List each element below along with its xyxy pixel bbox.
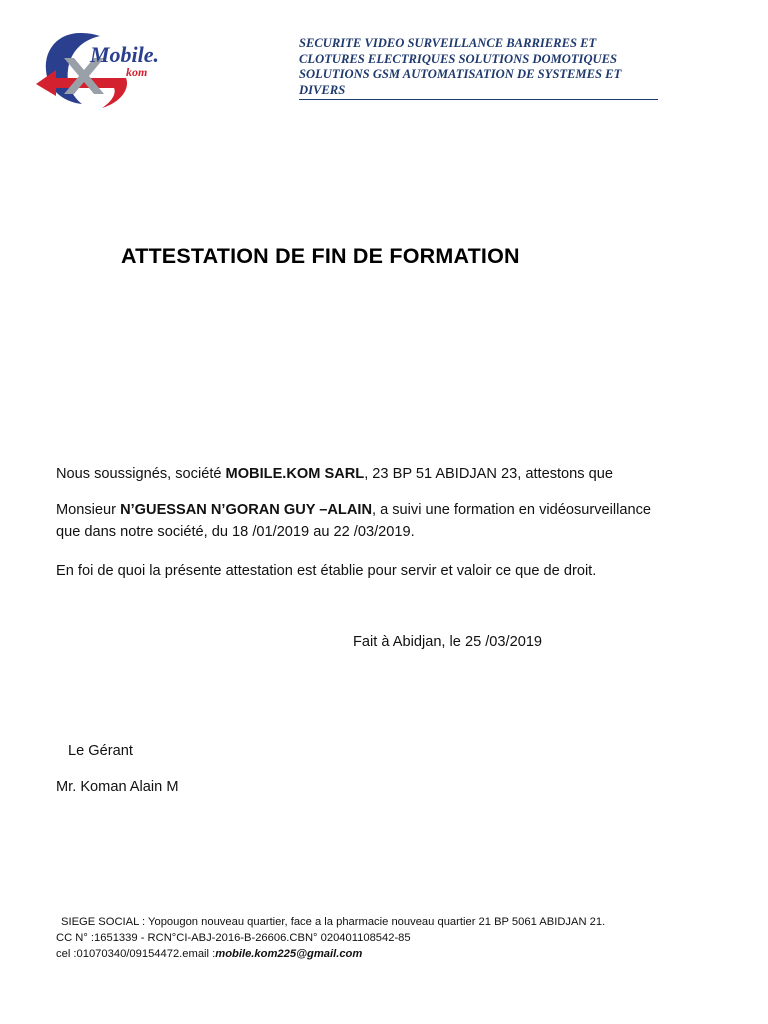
footer-head-office: SIEGE SOCIAL : Yopougon nouveau quartier, face a la pharmacie nouveau quartier 21 BP 5061 ABIDJAN 21.: [61, 916, 606, 928]
mobile-kom-logo-graphic: [30, 18, 162, 118]
place-and-date: Fait à Abidjan, le 25 /03/2019: [353, 634, 543, 650]
company-logo: [30, 18, 162, 118]
header-line: SOLUTIONS GSM AUTOMATISATION DE SYSTEMES ET: [299, 67, 622, 81]
footer-contact: [56, 946, 605, 962]
footer-email: mobile.kom225@gmail.com: [215, 948, 363, 960]
signatory-role: Le Gérant: [68, 743, 133, 759]
paragraph-trainee: [56, 499, 746, 543]
header-line: DIVERS: [299, 82, 346, 97]
header-line: CLOTURES ELECTRIQUES SOLUTIONS DOMOTIQUES: [299, 51, 618, 66]
logo-text-mobile: Mobile.: [90, 42, 160, 67]
company-activities-header: [299, 36, 658, 100]
paragraph-company-intro: Nous soussignés, société: [56, 466, 226, 482]
footer-registration: CC N° :1651339 - RCN°CI-ABJ-2016-B-26606.CBN° 020401108542-85: [56, 932, 411, 944]
paragraph-company-address: , 23 BP 51 ABIDJAN 23, attestons que: [364, 466, 613, 482]
paragraph-trainee-line2: que dans notre société, du 18 /01/2019 au 22 /03/2019.: [56, 524, 415, 540]
company-name: MOBILE.KOM SARL: [225, 466, 365, 482]
document-footer: [56, 914, 605, 962]
paragraph-closing: En foi de quoi la présente attestation est établie pour servir et valoir ce que de droit.: [56, 563, 597, 579]
header-line: SECURITE VIDEO SURVEILLANCE BARRIERES ET: [299, 36, 597, 50]
footer-phone: cel :01070340/09154472.email :: [56, 948, 216, 960]
paragraph-trainee-line1: [56, 499, 746, 521]
logo-text-kom: kom: [126, 65, 148, 79]
signatory-name: Mr. Koman Alain M: [56, 779, 179, 795]
trainee-training: , a suivi une formation en vidéosurveillance: [371, 502, 652, 518]
trainee-prefix: Monsieur: [56, 502, 121, 518]
paragraph-company: [56, 463, 746, 485]
trainee-name: N’GUESSAN N’GORAN GUY –ALAIN: [120, 502, 372, 518]
document-title: ATTESTATION DE FIN DE FORMATION: [121, 244, 520, 268]
